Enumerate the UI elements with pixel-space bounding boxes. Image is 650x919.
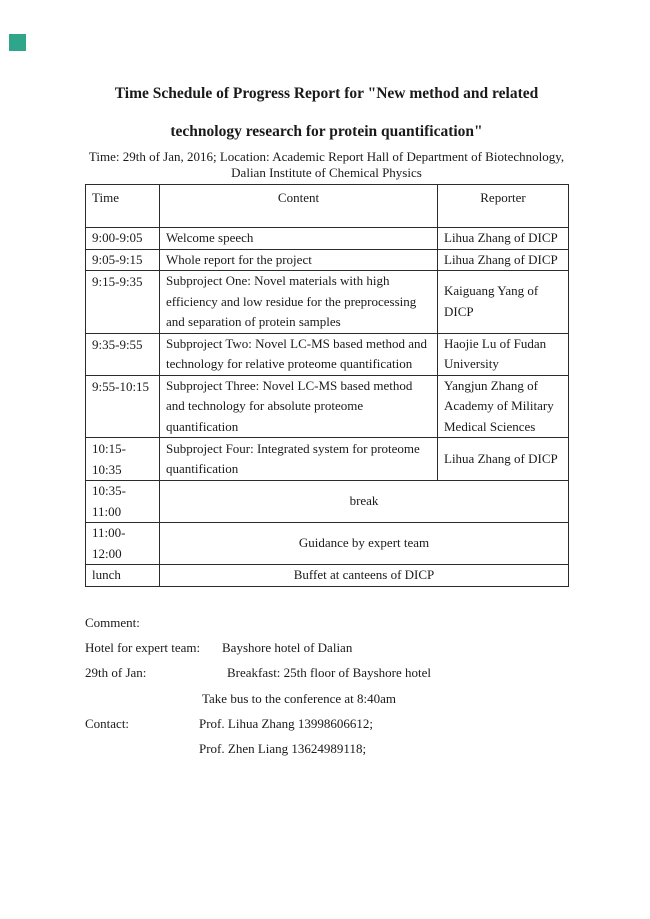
header-cell-time: Time <box>86 185 160 228</box>
header-cell-reporter: Reporter <box>438 185 569 228</box>
green-square-marker <box>9 34 26 51</box>
cell-time: 9:00-9:05 <box>86 228 160 250</box>
cell-reporter: Lihua Zhang of DICP <box>438 438 569 481</box>
comments-section <box>85 611 568 763</box>
table-row <box>86 481 569 523</box>
cell-content-merged: Guidance by expert team <box>160 523 569 565</box>
cell-content-merged: Buffet at canteens of DICP <box>160 565 569 587</box>
cell-content: Subproject Four: Integrated system for proteome quantification <box>160 438 438 481</box>
cell-time: 9:55-10:15 <box>86 375 160 438</box>
cell-time: 9:05-9:15 <box>86 249 160 271</box>
cell-reporter: Lihua Zhang of DICP <box>438 228 569 250</box>
document-title-line2: technology research for protein quantification" <box>170 123 483 140</box>
cell-content-merged: break <box>160 481 569 523</box>
table-row <box>86 333 569 375</box>
table-row <box>86 438 569 481</box>
comment-line <box>85 661 568 686</box>
comment-label: Contact: <box>85 716 130 732</box>
comment-label: 29th of Jan: <box>85 665 147 681</box>
table-row <box>86 375 569 438</box>
cell-reporter: Haojie Lu of Fudan University <box>438 333 569 375</box>
document-page <box>85 86 568 763</box>
comment-line <box>85 712 568 737</box>
document-title <box>85 86 568 140</box>
cell-content: Subproject One: Novel materials with high efficiency and low residue for the preprocessing and separation of protein samples <box>160 271 438 334</box>
comment-value: Take bus to the conference at 8:40am <box>202 690 397 706</box>
schedule-table <box>85 184 569 587</box>
cell-time: 10:35-11:00 <box>86 481 160 523</box>
table-row <box>86 271 569 334</box>
cell-time: 9:35-9:55 <box>86 333 160 375</box>
cell-reporter: Lihua Zhang of DICP <box>438 249 569 271</box>
table-header-row <box>86 185 569 228</box>
time-location-line2: Dalian Institute of Chemical Physics <box>231 165 422 180</box>
table-row <box>86 249 569 271</box>
comment-value: Prof. Zhen Liang 13624989118; <box>199 741 367 757</box>
cell-content: Subproject Two: Novel LC-MS based method and technology for relative proteome quantification <box>160 333 438 375</box>
cell-reporter: Kaiguang Yang of DICP <box>438 271 569 334</box>
cell-content: Subproject Three: Novel LC-MS based method and technology for absolute proteome quantification <box>160 375 438 438</box>
comment-label: Hotel for expert team: <box>85 639 201 655</box>
time-location-line1: Time: 29th of Jan, 2016; Location: Academic Report Hall of Department of Biotechnology, <box>88 149 565 164</box>
table-row <box>86 228 569 250</box>
cell-time: lunch <box>86 565 160 587</box>
cell-time: 10:15-10:35 <box>86 438 160 481</box>
time-location-line <box>85 149 568 181</box>
comment-value: Bayshore hotel of Dalian <box>222 639 353 655</box>
comment-value: Breakfast: 25th floor of Bayshore hotel <box>227 665 431 681</box>
table-row <box>86 565 569 587</box>
cell-time: 9:15-9:35 <box>86 271 160 334</box>
table-row <box>86 523 569 565</box>
cell-reporter: Yangjun Zhang of Academy of Military Medical Sciences <box>438 375 569 438</box>
header-cell-content: Content <box>160 185 438 228</box>
cell-content: Whole report for the project <box>160 249 438 271</box>
comment-line <box>85 636 568 661</box>
comment-line <box>85 737 568 762</box>
document-title-line1: Time Schedule of Progress Report for "New method and related <box>114 85 539 102</box>
comment-value: Prof. Lihua Zhang 13998606612; <box>199 716 374 732</box>
cell-content: Welcome speech <box>160 228 438 250</box>
comment-heading: Comment: <box>85 614 140 630</box>
comment-line <box>85 687 568 712</box>
cell-time: 11:00-12:00 <box>86 523 160 565</box>
